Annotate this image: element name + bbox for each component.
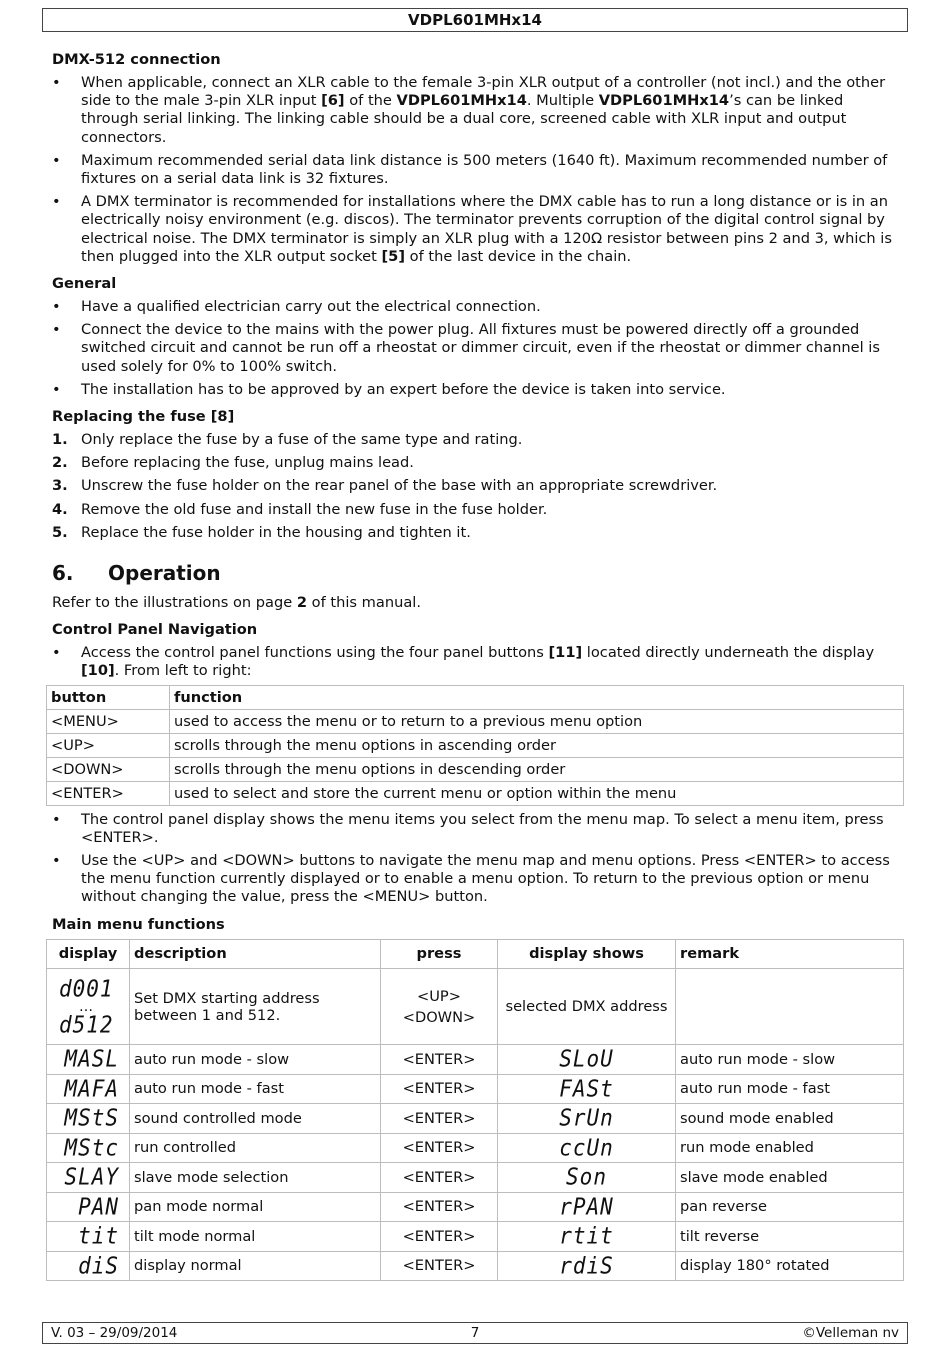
operation-intro: Refer to the illustrations on page 2 of this manual. — [52, 594, 421, 612]
fuse-steps — [52, 431, 904, 542]
page-footer — [42, 1322, 908, 1344]
table-row: MStS sound controlled mode <ENTER> SrUn sound mode enabled — [47, 1104, 904, 1134]
fuse-heading: Replacing the fuse [8] — [52, 408, 235, 426]
list-item: • Access the control panel functions using the four panel buttons [11] located directly underneath the display [10]. From left to right: — [52, 644, 904, 680]
control-panel-heading: Control Panel Navigation — [52, 621, 258, 639]
list-item: 2. Before replacing the fuse, unplug mains lead. — [52, 454, 414, 472]
page-number: 7 — [470, 1325, 480, 1341]
seven-seg-display: MAFA — [64, 1075, 119, 1103]
list-item: • A DMX terminator is recommended for installations where the DMX cable has to run a long distance or is in an electrically noisy environment (e.g. discos). The terminator prevents corruption of the digital control signal by electrical noise. The DMX terminator is simply an XLR plug with a 120Ω resistor between pins 2 and 3, which is then plugged into the XLR output socket [5] of the last device in the chain. — [52, 193, 904, 266]
seven-seg-display: MASL — [64, 1046, 119, 1073]
table-row: MASL auto run mode - slow <ENTER> SLoU auto run mode - slow — [47, 1045, 904, 1075]
seven-seg-display: SLAY — [64, 1164, 119, 1191]
operation-heading: 6. Operation — [52, 561, 221, 586]
seven-seg-display: rPAN — [559, 1193, 614, 1221]
table-row: <DOWN> scrolls through the menu options in descending order — [47, 757, 904, 781]
general-heading: General — [52, 275, 117, 293]
table-row: <UP> scrolls through the menu options in ascending order — [47, 733, 904, 757]
list-item: • Connect the device to the mains with the power plug. All fixtures must be powered directly off a grounded switched circuit and cannot be run off a rheostat or dimmer circuit, even if the rheostat or dimmer channel is used solely for 0% to 100% switch. — [52, 321, 904, 376]
page-header — [42, 8, 908, 32]
table-row: <ENTER> used to select and store the current menu or option within the menu — [47, 781, 904, 805]
list-item: • The installation has to be approved by an expert before the device is taken into service. — [52, 381, 904, 399]
seven-seg-display: diS — [78, 1252, 119, 1280]
seven-seg-display: Son — [566, 1164, 607, 1191]
seven-seg-display: FASt — [559, 1075, 614, 1103]
list-item: 5. Replace the fuse holder in the housing and tighten it. — [52, 523, 471, 541]
list-item: 1. Only replace the fuse by a fuse of the same type and rating. — [52, 431, 523, 449]
list-item: • Maximum recommended serial data link distance is 500 meters (1640 ft). Maximum recommended number of fixtures on a serial data link is 32 fixtures. — [52, 152, 904, 188]
copyright: ©Velleman nv — [802, 1325, 899, 1341]
seven-seg-display: ccUn — [559, 1134, 614, 1162]
seven-seg-display: rtit — [559, 1223, 614, 1250]
document-title: VDPL601MHx14 — [408, 11, 542, 29]
table-row: PAN pan mode normal <ENTER> rPAN pan reverse — [47, 1192, 904, 1222]
seven-seg-display: MStS — [64, 1105, 119, 1132]
main-menu-table — [46, 939, 904, 1282]
page-content — [52, 50, 904, 1281]
seven-seg-display: PAN — [78, 1193, 119, 1221]
table-row: d001 … d512 Set DMX starting address between 1 and 512. <UP> <DOWN> selected DMX address — [47, 969, 904, 1045]
table-row: tit tilt mode normal <ENTER> rtit tilt reverse — [47, 1222, 904, 1252]
list-item: • Use the <UP> and <DOWN> buttons to navigate the menu map and menu options. Press <ENTER> to access the menu function currently displayed or to enable a menu option. To return to the previous option or menu without changing the value, press the <MENU> button. — [52, 852, 904, 907]
table-row: MStc run controlled <ENTER> ccUn run mode enabled — [47, 1133, 904, 1163]
display-cell: d001 … d512 — [47, 969, 130, 1045]
display-list — [52, 811, 904, 907]
list-item: • Have a qualified electrician carry out the electrical connection. — [52, 298, 904, 316]
dmx-heading: DMX-512 connection — [52, 51, 221, 68]
table-row: SLAY slave mode selection <ENTER> Son slave mode enabled — [47, 1163, 904, 1193]
table-row: MAFA auto run mode - fast <ENTER> FASt auto run mode - fast — [47, 1074, 904, 1104]
seven-seg-display: MStc — [64, 1134, 119, 1162]
list-item: • The control panel display shows the menu items you select from the menu map. To select a menu item, press <ENTER>. — [52, 811, 904, 847]
button-table — [46, 685, 904, 806]
seven-seg-display: d001 — [59, 975, 114, 1002]
list-item: • When applicable, connect an XLR cable to the female 3-pin XLR output of a controller (not incl.) and the other side to the male 3-pin XLR input [6] of the VDPL601MHx14. Multiple VDPL601MHx14’s can be linked through serial linking. The linking cable should be a dual core, screened cable with XLR input and output connectors. — [52, 74, 904, 147]
control-panel-list — [52, 644, 904, 680]
list-item: 4. Remove the old fuse and install the new fuse in the fuse holder. — [52, 500, 548, 518]
list-item: 3. Unscrew the fuse holder on the rear panel of the base with an appropriate screwdriver. — [52, 477, 718, 495]
table-header-row: display description press display shows remark — [47, 939, 904, 969]
seven-seg-display: tit — [78, 1223, 119, 1250]
table-row: diS display normal <ENTER> rdiS display 180° rotated — [47, 1251, 904, 1281]
dmx-list — [52, 74, 904, 266]
main-menu-heading: Main menu functions — [52, 915, 225, 933]
table-header-row: button function — [47, 685, 904, 709]
seven-seg-display: SrUn — [559, 1105, 614, 1132]
seven-seg-display: rdiS — [559, 1252, 614, 1280]
general-list — [52, 298, 904, 399]
seven-seg-display: SLoU — [559, 1046, 614, 1073]
seven-seg-display: d512 — [59, 1011, 114, 1038]
version-date: V. 03 – 29/09/2014 — [51, 1325, 178, 1341]
table-row: <MENU> used to access the menu or to return to a previous menu option — [47, 709, 904, 733]
